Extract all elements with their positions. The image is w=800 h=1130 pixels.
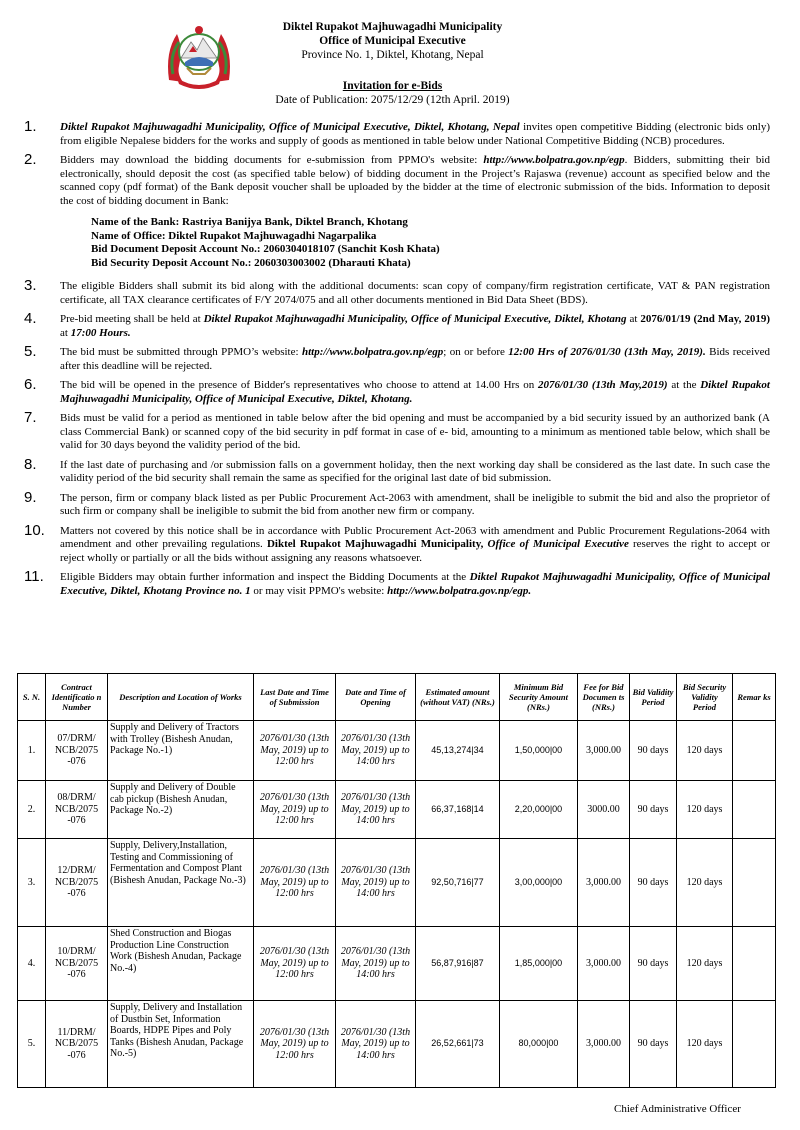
cell-description: Supply, Delivery and Installation of Dustbin Set, Information Boards, HDPE Pipes and Poly Tanks (Bishesh Anudan, Package No.-5)	[108, 1001, 254, 1088]
security-deposit-account: Bid Security Deposit Account No.: 2060303003002 (Dharauti Khata)	[91, 256, 411, 269]
cell-description: Supply and Delivery of Double cab pickup (Bishesh Anudan, Package No.-2)	[108, 781, 254, 839]
cell-remarks	[733, 927, 776, 1001]
header-description: Description and Location of Works	[108, 674, 254, 721]
municipality-name: Diktel Rupakot Majhuwagadhi Municipality	[282, 21, 503, 33]
cell-estimated: 92,50,716|77	[416, 839, 500, 927]
bids-table	[17, 673, 776, 1088]
paragraph-number: 1.	[24, 118, 37, 135]
cell-security-validity: 120 days	[677, 927, 733, 1001]
notice-body	[24, 118, 771, 604]
ppmo-link[interactable]: http://www.bolpatra.gov.np/egp.	[387, 584, 532, 597]
paragraph-number: 4.	[24, 310, 37, 327]
cell-min-security: 80,000|00	[500, 1001, 578, 1088]
cell-sn: 4.	[18, 927, 46, 1001]
cell-contract: 12/DRM/ NCB/2075 -076	[46, 839, 108, 927]
cell-fee: 3000.00	[578, 781, 630, 839]
cell-last-date: 2076/01/30 (13th May, 2019) up to 12:00 hrs	[254, 839, 336, 927]
paragraph-9: 9. The person, firm or company black listed as per Public Procurement Act-2063 with amendment, shall be ineligible to submit the bid and also the proprietor of such firm or company shall be ineligible to submit the bid from another new firm or company.	[24, 488, 770, 517]
cell-remarks	[733, 1001, 776, 1088]
header-remarks: Remar ks	[733, 674, 776, 721]
cell-last-date: 2076/01/30 (13th May, 2019) up to 12:00 hrs	[254, 721, 336, 781]
cell-min-security: 1,85,000|00	[500, 927, 578, 1001]
office-name: Office of Municipal Executive	[319, 35, 466, 47]
header-min-security: Minimum Bid Security Amount (NRs.)	[500, 674, 578, 721]
cell-contract: 11/DRM/ NCB/2075 -076	[46, 1001, 108, 1088]
cell-remarks	[733, 721, 776, 781]
cell-fee: 3,000.00	[578, 721, 630, 781]
cell-opening: 2076/01/30 (13th May, 2019) up to 14:00 hrs	[336, 1001, 416, 1088]
cell-min-security: 2,20,000|00	[500, 781, 578, 839]
cell-security-validity: 120 days	[677, 1001, 733, 1088]
paragraph-5: 5. The bid must be submitted through PPMO’s website: http://www.bolpatra.gov.np/egp; on or before 12:00 Hrs of 2076/01/30 (13th May, 2019). Bids received after this deadline will be rejected.	[24, 343, 771, 372]
header-fee: Fee for Bid Documen ts (NRs.)	[578, 674, 630, 721]
paragraph-2: 2. Bidders may download the bidding documents for e-submission from PPMO's website: http://www.bolpatra.gov.np/egp. Bidders, submitting their bid electronically, should deposit the cost (as specified table below) of bidding document in the Project’s Rajaswa (revenue) account as specified below and the scanned copy (pdf format) of the Bank deposit voucher shall be uploaded by the bidder at the time of electronic submission of the bids. Information to deposit the cost of bidding document in Bank:	[24, 151, 770, 207]
notice-title: Invitation for e-Bids	[342, 80, 443, 92]
cell-contract: 08/DRM/ NCB/2075 -076	[46, 781, 108, 839]
paragraph-number: 7.	[24, 409, 37, 426]
cell-sn: 1.	[18, 721, 46, 781]
cell-validity: 90 days	[630, 1001, 677, 1088]
bank-name: Name of the Bank: Rastriya Banijya Bank, Diktel Branch, Khotang	[91, 216, 408, 228]
paragraph-11: 11. Eligible Bidders may obtain further information and inspect the Bidding Documents at the Diktel Rupakot Majhuwagadhi Municipality, Office of Municipal Executive, Diktel, Khotang Province no. 1 or may visit PPMO's website: http://www.bolpatra.gov.np/egp.	[24, 568, 770, 597]
cell-fee: 3,000.00	[578, 839, 630, 927]
paragraph-1: 1. Diktel Rupakot Majhuwagadhi Municipality, Office of Municipal Executive, Diktel, Khotang, Nepal invites open competitive Bidding (electronic bids only) from eligible Nepalese bidders for the works and supply of goods as mentioned in table below under National Competitive Bidding (NCB) procedures.	[24, 118, 771, 147]
cell-opening: 2076/01/30 (13th May, 2019) up to 14:00 hrs	[336, 721, 416, 781]
header-validity: Bid Validity Period	[630, 674, 677, 721]
table-row	[18, 721, 776, 781]
cell-description: Supply and Delivery of Tractors with Trolley (Bishesh Anudan, Package No.-1)	[108, 721, 254, 781]
cell-sn: 5.	[18, 1001, 46, 1088]
cell-min-security: 1,50,000|00	[500, 721, 578, 781]
cell-opening: 2076/01/30 (13th May, 2019) up to 14:00 hrs	[336, 781, 416, 839]
cell-security-validity: 120 days	[677, 721, 733, 781]
cell-opening: 2076/01/30 (13th May, 2019) up to 14:00 hrs	[336, 927, 416, 1001]
cell-fee: 3,000.00	[578, 1001, 630, 1088]
doc-deposit-account: Bid Document Deposit Account No.: 2060304018107 (Sanchit Kosh Khata)	[91, 243, 440, 255]
table-header-row	[18, 674, 776, 721]
cell-sn: 3.	[18, 839, 46, 927]
paragraph-number: 2.	[24, 151, 37, 168]
table-row	[18, 927, 776, 1001]
office-address: Province No. 1, Diktel, Khotang, Nepal	[301, 49, 484, 61]
cell-description: Shed Construction and Biogas Production Line Construction Work (Bishesh Anudan, Package No.-4)	[108, 927, 254, 1001]
cell-contract: 10/DRM/ NCB/2075 -076	[46, 927, 108, 1001]
cell-validity: 90 days	[630, 781, 677, 839]
ppmo-link[interactable]: http://www.bolpatra.gov.np/egp	[301, 346, 444, 358]
cell-remarks	[733, 839, 776, 927]
paragraph-4: 4. Pre-bid meeting shall be held at Diktel Rupakot Majhuwagadhi Municipality, Office of Municipal Executive, Diktel, Khotang at 2076/01/19 (2nd May, 2019) at 17:00 Hours.	[24, 310, 770, 339]
signature-title: Chief Administrative Officer	[614, 1103, 741, 1115]
paragraph-6: 6. The bid will be opened in the presence of Bidder's representatives who choose to attend at 14.00 Hrs on 2076/01/30 (13th May,2019) at the Diktel Rupakot Majhuwagadhi Municipality, Office of Municipal Executive, Diktel, Khotang.	[24, 376, 770, 405]
cell-last-date: 2076/01/30 (13th May, 2019) up to 12:00 hrs	[254, 927, 336, 1001]
cell-validity: 90 days	[630, 839, 677, 927]
cell-validity: 90 days	[630, 721, 677, 781]
bank-details	[24, 216, 770, 270]
cell-estimated: 45,13,274|34	[416, 721, 500, 781]
paragraph-number: 8.	[24, 455, 37, 473]
cell-estimated: 56,87,916|87	[416, 927, 500, 1001]
header-contract: Contract Identificatio n Number	[46, 674, 108, 721]
cell-estimated: 26,52,661|73	[416, 1001, 500, 1088]
ppmo-link[interactable]: http://www.bolpatra.gov.np/egp	[483, 154, 625, 166]
header-estimated: Estimated amount (without VAT) (NRs.)	[416, 674, 500, 721]
paragraph-number: 3.	[24, 277, 37, 294]
cell-description: Supply, Delivery,Installation, Testing and Commissioning of Fermentation and Compost Plant (Bishesh Anudan, Package No.-3)	[108, 839, 254, 927]
paragraph-number: 6.	[24, 376, 37, 393]
paragraph-number: 10.	[24, 521, 45, 539]
cell-last-date: 2076/01/30 (13th May, 2019) up to 12:00 hrs	[254, 1001, 336, 1088]
header-last-date: Last Date and Time of Submission	[254, 674, 336, 721]
cell-security-validity: 120 days	[677, 781, 733, 839]
paragraph-7: 7. Bids must be valid for a period as mentioned in table below after the bid opening and must be accompanied by a bid security issued by an authorized bank (A class Commercial Bank) or scanned copy of the bid security in pdf format in case of e- bid, amounting to a minimum as mentioned table below, which shall be valid for 30 days beyond the validity period of the bid.	[24, 409, 770, 451]
cell-security-validity: 120 days	[677, 839, 733, 927]
paragraph-3: 3. The eligible Bidders shall submit its bid along with the additional documents: scan copy of company/firm registration certificate, VAT & PAN registration certificate, all TAX clearance certificates of F/Y 2074/075 and all other documents mentioned in Bid Data Sheet (BDS).	[24, 277, 770, 306]
publication-date: Date of Publication: 2075/12/29 (12th April. 2019)	[275, 94, 510, 106]
cell-opening: 2076/01/30 (13th May, 2019) up to 14:00 hrs	[336, 839, 416, 927]
office-name-bank: Name of Office: Diktel Rupakot Majhuwagadhi Nagarpalika	[91, 229, 377, 242]
paragraph-number: 9.	[24, 488, 37, 506]
cell-estimated: 66,37,168|14	[416, 781, 500, 839]
table-row	[18, 839, 776, 927]
cell-last-date: 2076/01/30 (13th May, 2019) up to 12:00 hrs	[254, 781, 336, 839]
cell-contract: 07/DRM/ NCB/2075 -076	[46, 721, 108, 781]
paragraph-number: 5.	[24, 343, 37, 360]
table-row	[18, 1001, 776, 1088]
cell-fee: 3,000.00	[578, 927, 630, 1001]
table-row	[18, 781, 776, 839]
cell-sn: 2.	[18, 781, 46, 839]
cell-min-security: 3,00,000|00	[500, 839, 578, 927]
cell-remarks	[733, 781, 776, 839]
header-opening: Date and Time of Opening	[336, 674, 416, 721]
paragraph-10: 10. Matters not covered by this notice shall be in accordance with Public Procurement Act-2063 with amendment and Public Procurement Regulations-2064 with amendment and other prevailing regulations. Diktel Rupakot Majhuwagadhi Municipality, Office of Municipal Executive reserves the right to accept or reject wholly or partially or all the bids without assigning any reasons whatsoever.	[24, 521, 770, 564]
cell-validity: 90 days	[630, 927, 677, 1001]
notice-header	[220, 20, 565, 107]
paragraph-8: 8. If the last date of purchasing and /or submission falls on a government holiday, then the next working day shall be considered as the last date. In such case the validity period of the bid security shall remain the same as specified for the original last date of bid submission.	[24, 455, 770, 484]
paragraph-number: 11.	[24, 568, 44, 585]
header-security-validity: Bid Security Validity Period	[677, 674, 733, 721]
header-sn: S. N.	[18, 674, 46, 721]
